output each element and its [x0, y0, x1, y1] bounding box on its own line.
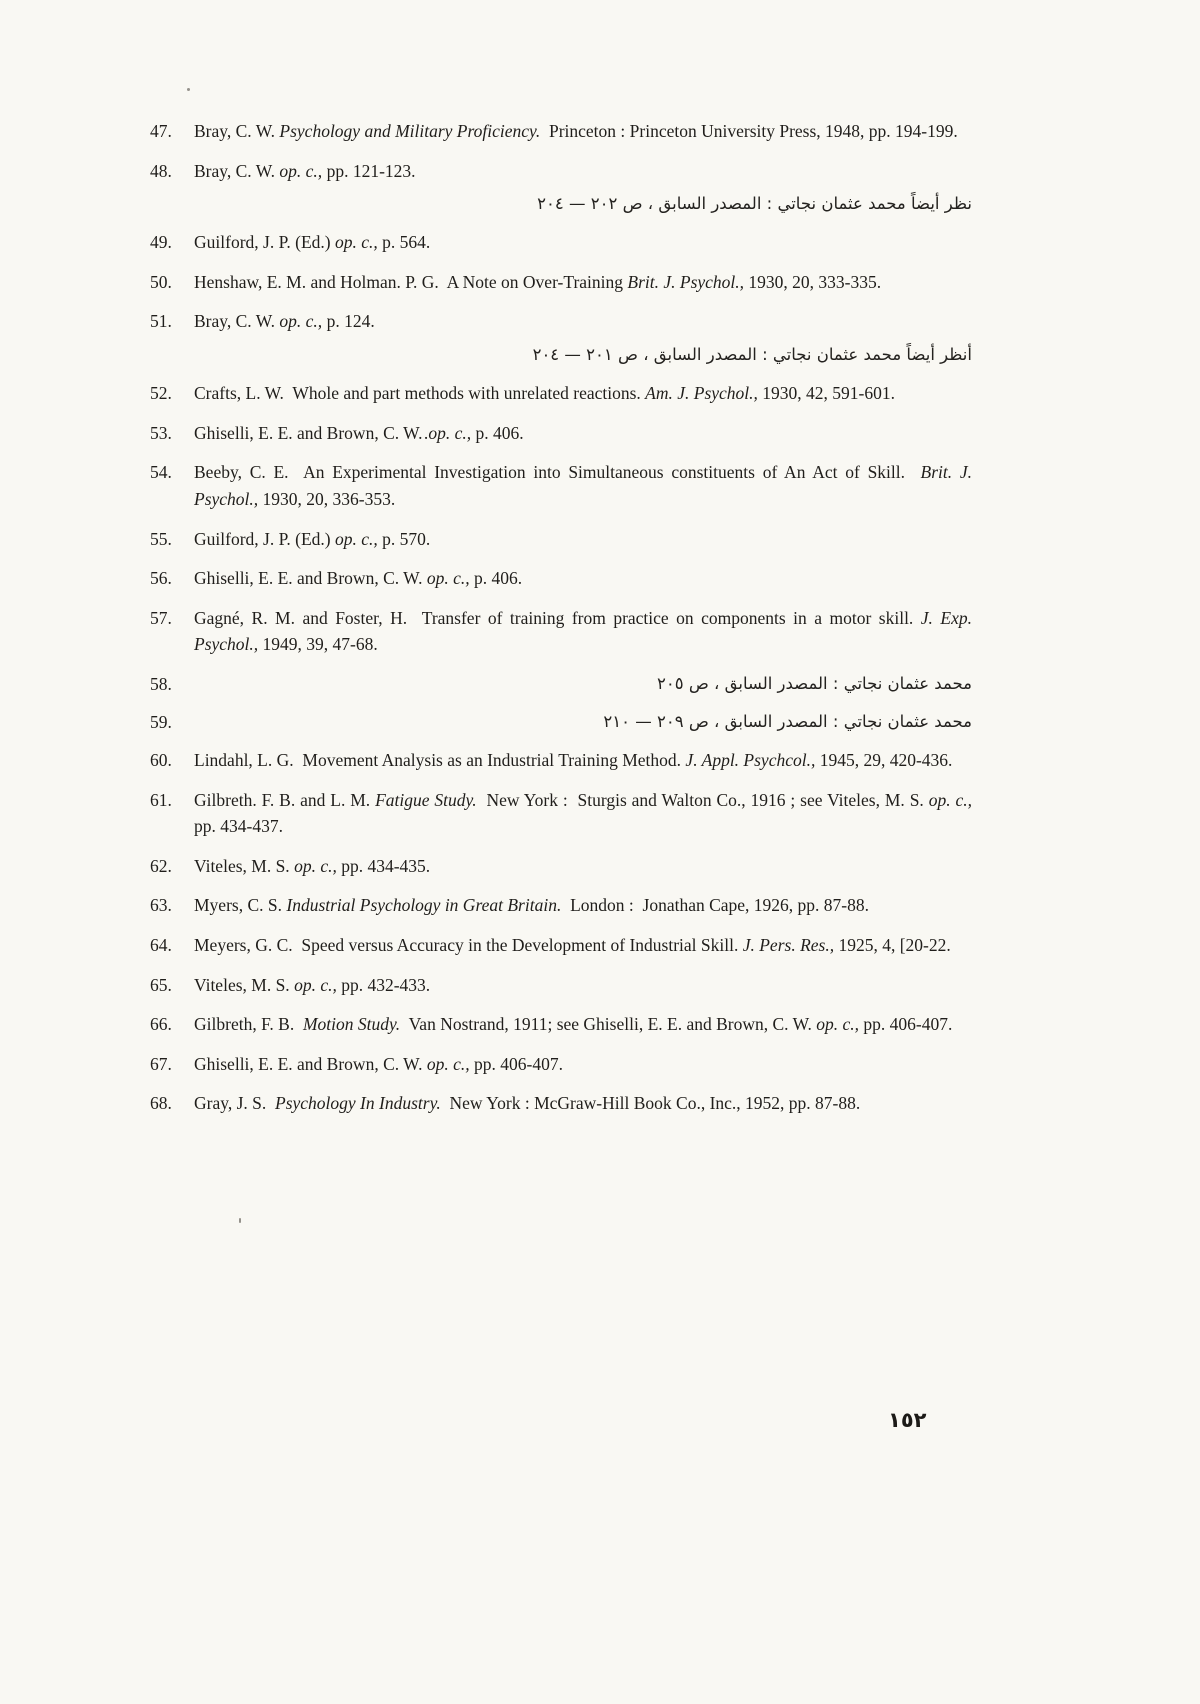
- text-segment: op. c.,: [428, 422, 472, 443]
- text-segment: Guilford, J. P. (Ed.): [194, 528, 335, 549]
- text-segment: op. c.,: [279, 160, 323, 181]
- text-segment: London : Jonathan Cape, 1926, pp. 87-88.: [561, 895, 869, 916]
- reference-number: 48.: [150, 160, 172, 181]
- reference-entry: [150, 972, 972, 999]
- text-segment: J. Appl. Psychcol.,: [685, 750, 816, 771]
- reference-entry: [150, 1051, 972, 1078]
- text-segment: New York : Sturgis and Walton Co., 1916 ; see Viteles, M. S.: [476, 789, 929, 810]
- reference-entry: [150, 932, 972, 959]
- text-segment: 1930, 20, 336-353.: [258, 488, 396, 509]
- text-segment: 1949, 39, 47-68.: [258, 634, 378, 655]
- reference-number: 66.: [150, 1014, 172, 1035]
- text-segment: op. c.,: [426, 1053, 470, 1074]
- text-segment: Bray, C. W.: [194, 160, 280, 181]
- scan-artifact: [187, 88, 190, 91]
- text-segment: Viteles, M. S.: [194, 855, 295, 876]
- text-segment: Viteles, M. S.: [194, 974, 295, 995]
- reference-text: [194, 856, 430, 876]
- text-segment: Am. J. Psychol.,: [645, 383, 758, 404]
- reference-entry: [150, 459, 972, 512]
- text-segment: Brit. J. Psychol.,: [627, 271, 745, 292]
- text-segment: Gray, J. S.: [194, 1093, 276, 1114]
- reference-entry: [150, 308, 972, 367]
- reference-text: [194, 383, 895, 403]
- reference-number: 68.: [150, 1093, 172, 1114]
- reference-list: [150, 118, 972, 1117]
- reference-text: [194, 272, 881, 292]
- reference-number: 50.: [150, 271, 172, 292]
- text-segment: pp. 406-407.: [469, 1053, 563, 1074]
- reference-number: 65.: [150, 974, 172, 995]
- reference-entry: [150, 747, 972, 774]
- page-number: ١٥٢: [888, 1408, 927, 1432]
- reference-number: 63.: [150, 895, 172, 916]
- reference-number: 55.: [150, 528, 172, 549]
- reference-entry: [150, 158, 972, 217]
- reference-number: 52.: [150, 383, 172, 404]
- text-segment: Gilbreth, F. B.: [194, 1014, 303, 1035]
- text-segment: op. c.,: [928, 789, 972, 810]
- reference-entry: [150, 709, 972, 734]
- reference-text: [194, 568, 522, 588]
- text-segment: op. c.,: [334, 232, 378, 253]
- reference-text: [194, 121, 958, 141]
- reference-text: [194, 750, 952, 770]
- text-segment: Guilford, J. P. (Ed.): [194, 232, 335, 253]
- reference-entry: [150, 526, 972, 553]
- reference-number: 51.: [150, 311, 172, 332]
- reference-entry: [150, 605, 972, 658]
- reference-number: 62.: [150, 855, 172, 876]
- reference-text: [194, 232, 430, 252]
- text-segment: op. c.,: [294, 974, 337, 995]
- reference-text: [194, 790, 972, 837]
- text-segment: J. Pers. Res.,: [742, 935, 835, 955]
- reference-entry: [150, 420, 972, 447]
- text-segment: op. c.,: [294, 855, 337, 876]
- reference-text: [194, 311, 375, 331]
- reference-number: 47.: [150, 121, 172, 141]
- reference-entry: [150, 1011, 972, 1038]
- text-segment: p. 564.: [377, 232, 431, 253]
- text-segment: Princeton : Princeton University Press, 1948, pp. 194-199.: [540, 121, 958, 141]
- reference-number: 54.: [150, 462, 172, 483]
- text-segment: Bray, C. W.: [194, 311, 280, 332]
- text-segment: 1930, 20, 333-335.: [744, 271, 882, 292]
- reference-text: [194, 1054, 563, 1074]
- text-segment: Ghiselli, E. E. and Brown, C. W.: [194, 568, 427, 589]
- text-segment: Psychology and Military Proficiency.: [279, 121, 541, 141]
- document-page: [150, 118, 972, 1130]
- text-segment: pp. 434-435.: [336, 855, 431, 876]
- arabic-note: نظر أيضاً محمد عثمان نجاتي : المصدر السابق ، ص ٢٠٢ — ٢٠٤: [537, 194, 972, 214]
- reference-text: [194, 161, 416, 181]
- text-segment: pp. 406-407.: [859, 1014, 953, 1035]
- text-segment: Brit. J. Psychol.,: [194, 462, 973, 509]
- text-segment: pp. 121-123.: [322, 160, 416, 181]
- text-segment: p. 570.: [377, 528, 431, 549]
- text-segment: op. c.,: [816, 1014, 860, 1035]
- text-segment: p. 124.: [322, 311, 375, 332]
- text-segment: Crafts, L. W. Whole and part methods with unrelated reactions.: [194, 383, 646, 404]
- text-segment: Meyers, G. C. Speed versus Accuracy in the Development of Industrial Skill.: [194, 935, 743, 955]
- text-segment: Myers, C. S.: [194, 895, 287, 916]
- reference-text: [194, 423, 524, 443]
- text-segment: Van Nostrand, 1911; see Ghiselli, E. E. and Brown, C. W.: [400, 1014, 817, 1035]
- reference-number: 61.: [150, 789, 172, 810]
- text-segment: Fatigue Study.: [375, 789, 477, 810]
- text-segment: Gilbreth. F. B. and L. M.: [194, 789, 376, 810]
- reference-number: 59.: [150, 711, 172, 732]
- text-segment: Gagné, R. M. and Foster, H. Transfer of training from practice on components in a motor skill.: [194, 607, 921, 628]
- reference-entry: [150, 269, 972, 296]
- reference-text: [194, 935, 951, 955]
- text-segment: Industrial Psychology in Great Britain.: [286, 895, 562, 916]
- reference-number: 60.: [150, 750, 172, 771]
- text-segment: p. 406.: [471, 422, 524, 443]
- text-segment: Henshaw, E. M. and Holman. P. G. A Note on Over-Training: [194, 271, 628, 292]
- reference-entry: [150, 118, 972, 145]
- reference-entry: [150, 565, 972, 592]
- reference-entry: [150, 892, 972, 919]
- text-segment: p. 406.: [469, 568, 523, 589]
- reference-text: [194, 975, 430, 995]
- text-segment: Motion Study.: [302, 1014, 401, 1035]
- text-segment: 1930, 42, 591-601.: [757, 383, 895, 404]
- text-segment: 1925, 4, [20-22.: [834, 935, 951, 955]
- reference-text: [194, 1093, 860, 1113]
- reference-entry: [150, 853, 972, 880]
- reference-number: 57.: [150, 607, 172, 628]
- text-segment: op. c.,: [279, 311, 323, 332]
- text-segment: pp. 434-437.: [194, 816, 283, 837]
- reference-number: 53.: [150, 422, 172, 443]
- arabic-note: محمد عثمان نجاتي : المصدر السابق ، ص ٢٠٥: [657, 673, 972, 693]
- text-segment: Lindahl, L. G. Movement Analysis as an Industrial Training Method.: [194, 750, 686, 771]
- reference-text: [194, 462, 972, 509]
- text-segment: 1945, 29, 420-436.: [815, 750, 953, 771]
- reference-number: 58.: [150, 673, 172, 694]
- reference-entry: [150, 1090, 972, 1117]
- text-segment: Ghiselli, E. E. and Brown, C. W. .: [194, 422, 429, 443]
- reference-entry: [150, 380, 972, 407]
- text-segment: Bray, C. W.: [194, 121, 280, 141]
- reference-entry: [150, 787, 972, 840]
- text-segment: op. c.,: [426, 568, 470, 589]
- text-segment: Ghiselli, E. E. and Brown, C. W.: [194, 1053, 427, 1074]
- arabic-note: محمد عثمان نجاتي : المصدر السابق ، ص ٢٠٩ — ٢١٠: [603, 711, 972, 731]
- arabic-note: أنظر أيضاً محمد عثمان نجاتي : المصدر السابق ، ص ٢٠١ — ٢٠٤: [532, 345, 972, 365]
- reference-text: [194, 895, 869, 915]
- reference-number: 67.: [150, 1053, 172, 1074]
- reference-entry: [150, 229, 972, 256]
- reference-number: 64.: [150, 935, 172, 955]
- reference-text: [194, 1014, 952, 1034]
- text-segment: New York : McGraw-Hill Book Co., Inc., 1952, pp. 87-88.: [440, 1093, 861, 1114]
- reference-text: [194, 529, 430, 549]
- text-segment: J. Exp. Psychol.,: [194, 607, 972, 655]
- reference-entry: [150, 671, 972, 696]
- text-segment: op. c.,: [334, 528, 378, 549]
- text-segment: pp. 432-433.: [336, 974, 431, 995]
- text-segment: Beeby, C. E. An Experimental Investigation into Simultaneous constituents of An Act of Skill.: [194, 462, 921, 483]
- text-segment: Psychology In Industry.: [275, 1093, 441, 1114]
- reference-number: 56.: [150, 568, 172, 589]
- reference-text: [194, 608, 972, 655]
- scan-artifact: [239, 1218, 241, 1223]
- reference-number: 49.: [150, 232, 172, 253]
